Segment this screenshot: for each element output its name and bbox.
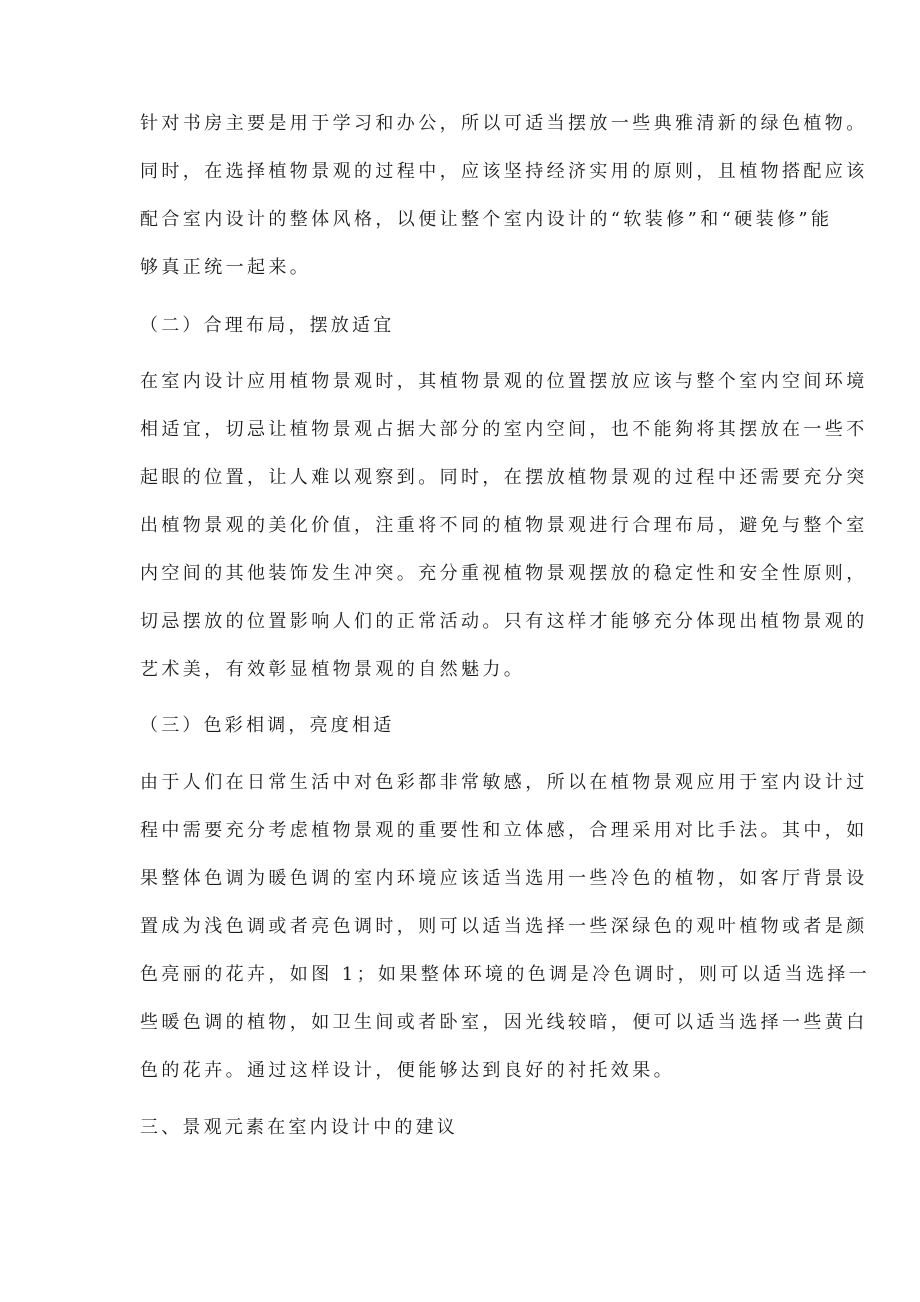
paragraph-3-line-5: 色亮丽的花卉，如图 1；如果整体环境的色调是冷色调时，则可以适当选择一 [140,964,871,985]
paragraph-1-line-2: 同时，在选择植物景观的过程中，应该坚持经济实用的原则，且植物搭配应该 [140,161,868,182]
paragraph-1-line-1: 针对书房主要是用于学习和办公，所以可适当摆放一些典雅清新的绿色植物。 [140,113,868,134]
paragraph-2-line-4: 出植物景观的美化价值，注重将不同的植物景观进行合理布局，避免与整个室 [140,515,868,536]
paragraph-2-line-1: 在室内设计应用植物景观时，其植物景观的位置摆放应该与整个室内空间环境 [140,371,868,392]
paragraph-1-line-4: 够真正统一起来。 [140,257,312,278]
paragraph-2-line-2: 相适宜，切忌让植物景观占据大部分的室内空间，也不能夠将其摆放在一些不 [140,419,868,440]
paragraph-1-line-3: 配合室内设计的整体风格，以便让整个室内设计的“软装修”和“硬装修”能 [140,209,833,230]
paragraph-3-line-3: 果整体色调为暖色调的室内环境应该适当选用一些冷色的植物，如客厅背景设 [140,868,868,889]
paragraph-2-line-5: 内空间的其他装饰发生冲突。充分重视植物景观摆放的稳定性和安全性原则， [140,563,868,584]
section-heading-suggestions: 三、景观元素在室内设计中的建议 [140,1117,458,1138]
subheading-color-brightness: （三）色彩相调，亮度相适 [140,715,395,736]
paragraph-2-line-6: 切忌摆放的位置影响人们的正常活动。只有这样才能够充分体现出植物景观的 [140,611,868,632]
paragraph-3-line-6: 些暖色调的植物，如卫生间或者卧室，因光线较暗，便可以适当选择一些黄白 [140,1012,868,1033]
paragraph-3-line-4: 置成为浅色调或者亮色调时，则可以适当选择一些深绿色的观叶植物或者是颜 [140,916,868,937]
paragraph-3-line-1: 由于人们在日常生活中对色彩都非常敏感，所以在植物景观应用于室内设计过 [140,772,868,793]
paragraph-2-line-7: 艺术美，有效彰显植物景观的自然魅力。 [140,659,526,680]
paragraph-2-line-3: 起眼的位置，让人难以观察到。同时，在摆放植物景观的过程中还需要充分突 [140,467,868,488]
paragraph-3-line-2: 程中需要充分考虑植物景观的重要性和立体感，合理采用对比手法。其中，如 [140,820,868,841]
paragraph-3-line-7: 色的花卉。通过这样设计，便能够达到良好的衬托效果。 [140,1060,675,1081]
subheading-reasonable-layout: （二）合理布局，摆放适宜 [140,315,395,336]
